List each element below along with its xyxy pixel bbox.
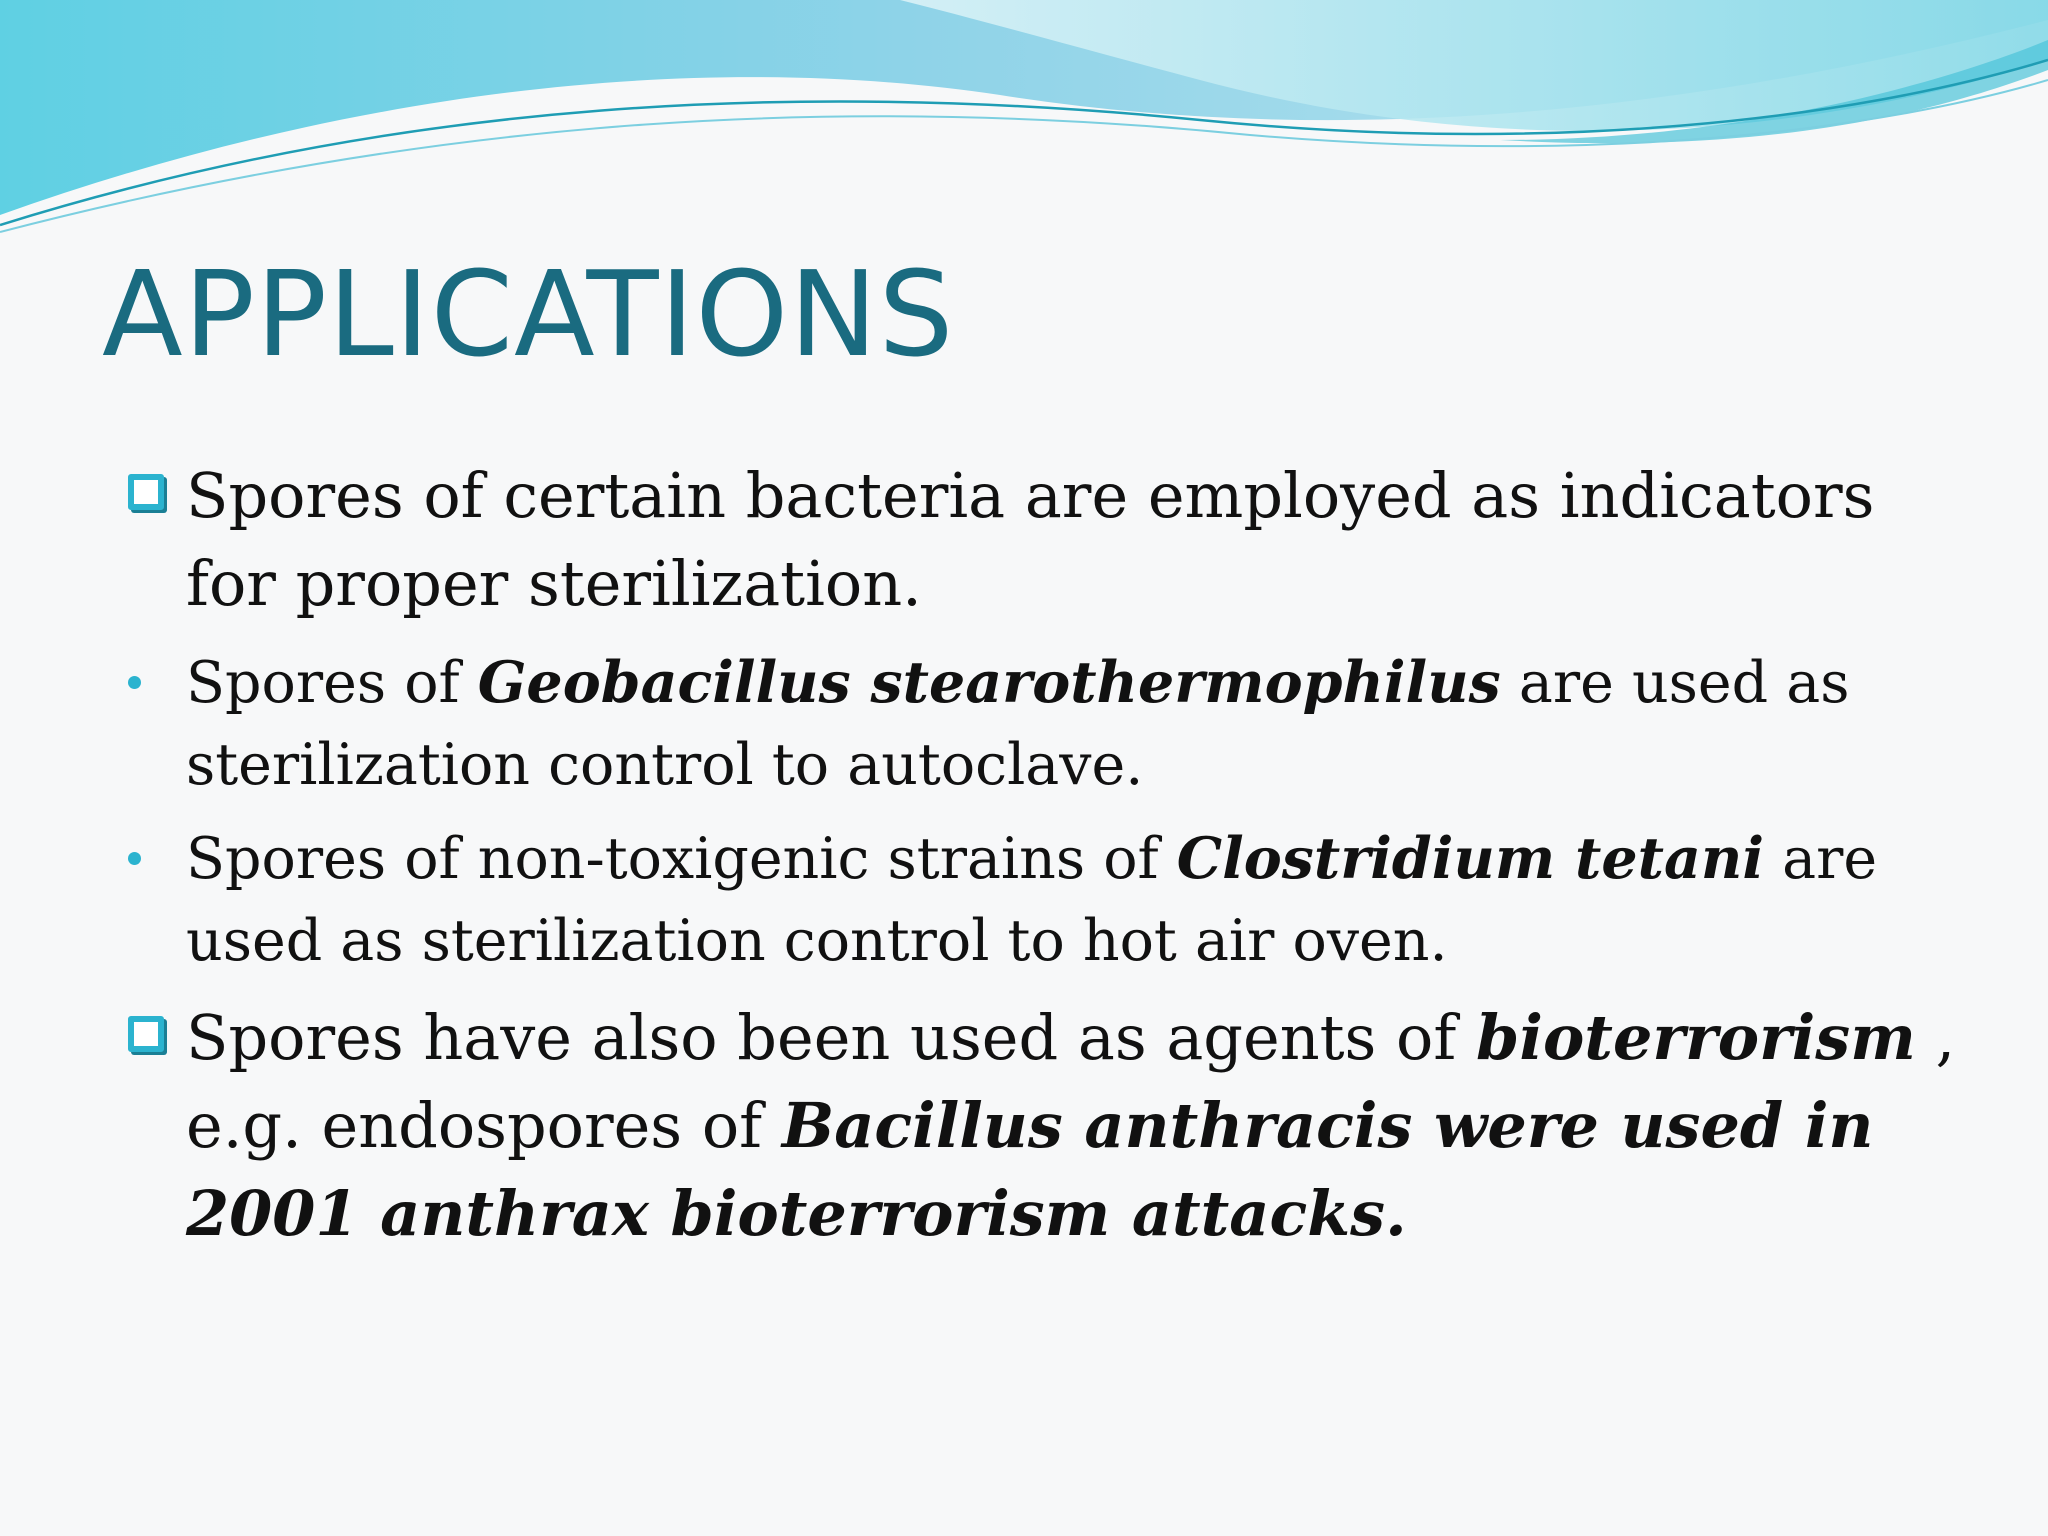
bullet-text bbox=[186, 1001, 1955, 1250]
bullet-text-segment: Spores of certain bacteria are employed as indicators for proper sterilization. bbox=[186, 459, 1875, 620]
bullet-text-segment: are used as sterilization control to hot air oven. bbox=[186, 826, 1878, 974]
bullet-item bbox=[128, 452, 1968, 628]
emphasized-text: Clostridium tetani bbox=[1176, 825, 1764, 892]
bullet-text bbox=[186, 650, 1850, 798]
checkbox-square-icon bbox=[128, 474, 164, 510]
bullet-text-segment: Spores have also been used as agents of bbox=[186, 1001, 1477, 1074]
bullet-text-segment: , e.g. endospores of bbox=[186, 1001, 1956, 1162]
slide-title: APPLICATIONS bbox=[102, 245, 955, 383]
bullet-text bbox=[186, 459, 1874, 620]
bullet-text-segment: Spores of non-toxigenic strains of bbox=[186, 826, 1177, 892]
emphasized-text: Geobacillus stearothermophilus bbox=[477, 649, 1501, 716]
checkbox-square-icon bbox=[128, 1016, 164, 1052]
emphasized-text: Bacillus anthracis were used in 2001 anthrax bioterrorism attacks. bbox=[186, 1089, 1874, 1250]
sub-bullet-item bbox=[128, 818, 1968, 982]
bullet-text-segment: Spores of bbox=[186, 650, 478, 716]
header-wave-decoration bbox=[0, 0, 2048, 240]
bullet-dot-icon bbox=[128, 852, 141, 865]
bullet-list bbox=[128, 452, 1968, 1272]
bullet-dot-icon bbox=[128, 676, 141, 689]
sub-bullet-item bbox=[128, 642, 1968, 806]
bullet-text-segment: are used as sterilization control to autoclave. bbox=[186, 650, 1850, 798]
bullet-item bbox=[128, 994, 1968, 1258]
emphasized-text: bioterrorism bbox=[1476, 1001, 1916, 1074]
bullet-text bbox=[186, 826, 1877, 974]
